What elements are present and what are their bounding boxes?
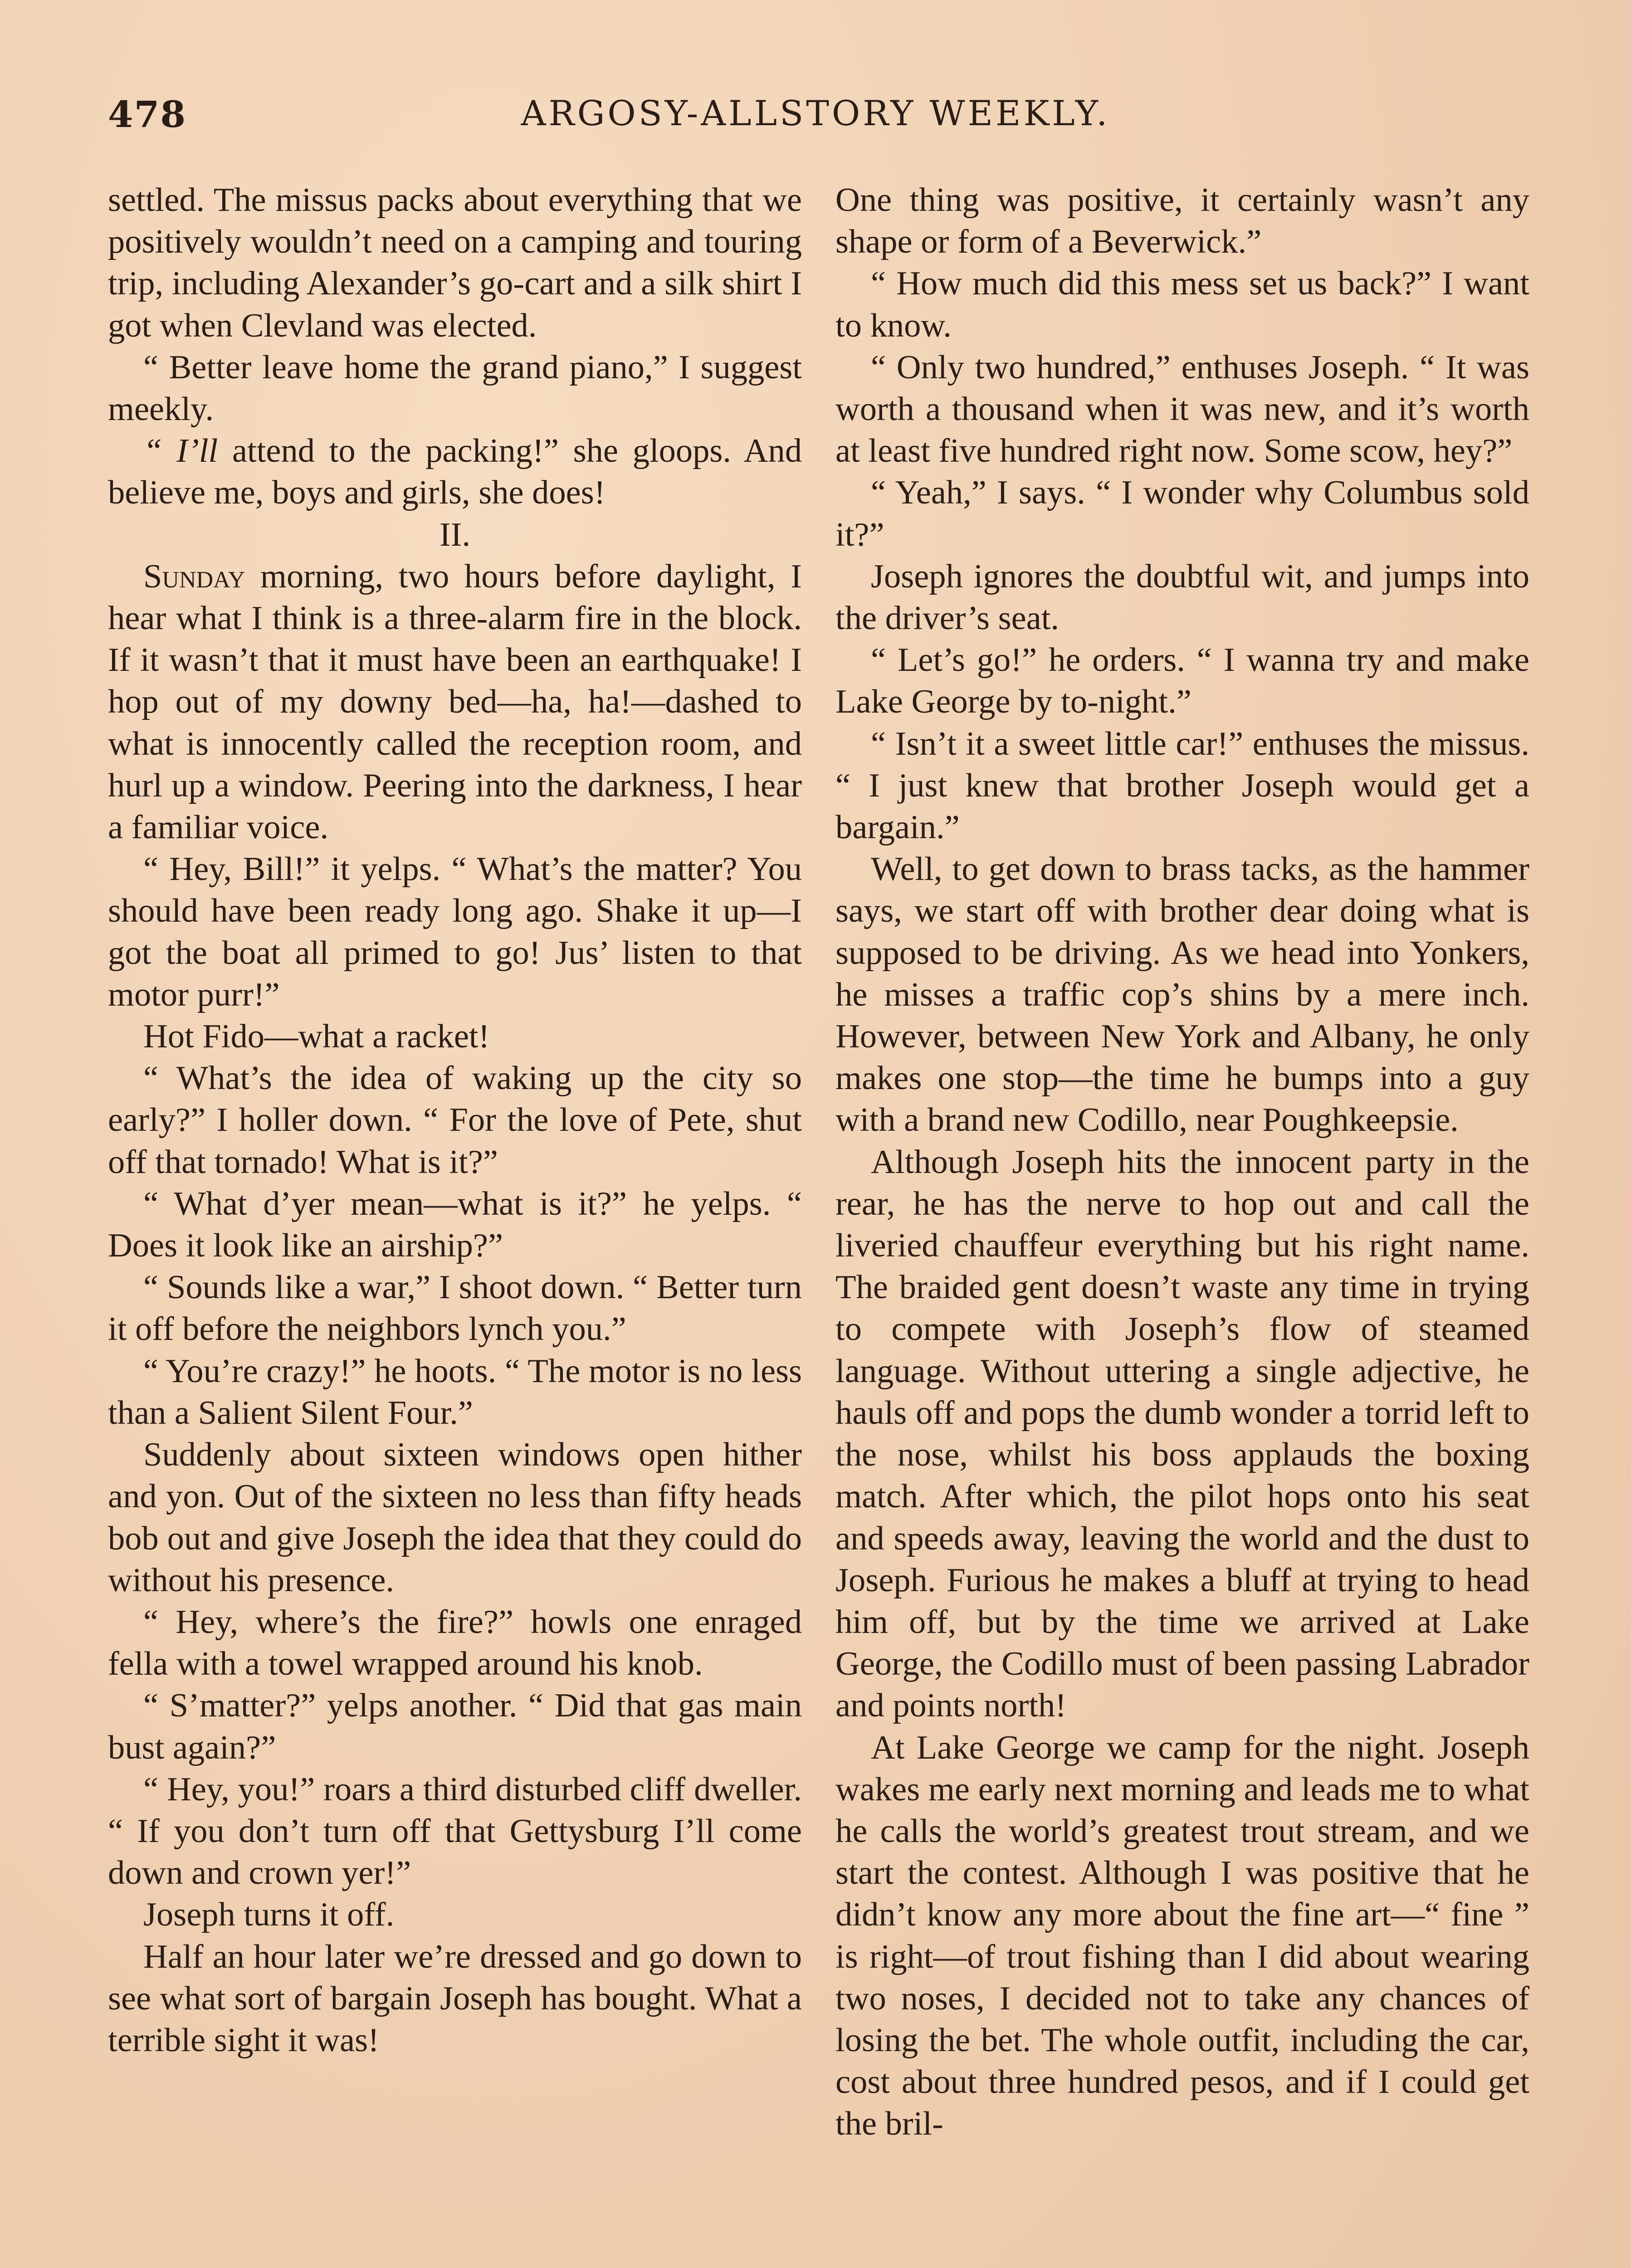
paragraph: Joseph ignores the doubtful wit, and jumps into the driver’s seat. bbox=[835, 557, 1529, 637]
right-column bbox=[835, 179, 1529, 2145]
paragraph: “ Better leave home the grand piano,” I suggest meekly. bbox=[108, 348, 802, 428]
paragraph: “ Sounds like a war,” I shoot down. “ Better turn it off before the neighbors lynch you.” bbox=[108, 1269, 802, 1348]
paragraph: “ Hey, Bill!” it yelps. “ What’s the matter? You should have been ready long ago. Shake it up—I got the boat all primed to go! Jus’ listen to that motor purr!” bbox=[108, 850, 802, 1013]
paragraph: “ Yeah,” I says. “ I wonder why Columbus sold it?” bbox=[835, 474, 1529, 553]
paragraph: “ Let’s go!” he orders. “ I wanna try and make Lake George by to-night.” bbox=[835, 641, 1529, 721]
paragraph: “ Isn’t it a sweet little car!” enthuses the missus. “ I just knew that brother Joseph would get a bargain.” bbox=[835, 725, 1529, 846]
paragraph: Hot Fido—what a racket! bbox=[143, 1018, 490, 1056]
paragraph: Joseph turns it off. bbox=[143, 1896, 395, 1934]
left-column bbox=[108, 179, 802, 2061]
page-header bbox=[108, 93, 1523, 143]
paragraph: Suddenly about sixteen windows open hither and yon. Out of the sixteen no less than fifty heads bob out and give Joseph the idea that they could do without his presence. bbox=[108, 1436, 802, 1599]
section-number: II. bbox=[439, 516, 471, 553]
page-number: 478 bbox=[108, 93, 186, 136]
emphasis: “ I’ll bbox=[143, 432, 218, 470]
paragraph: Half an hour later we’re dressed and go down to see what sort of bargain Joseph has bought. What a terrible sight it was! bbox=[108, 1938, 802, 2059]
paragraph: “ What’s the idea of waking up the city so early?” I holler down. “ For the love of Pete, shut off that tornado! What is it?” bbox=[108, 1060, 802, 1181]
paragraph: “ You’re crazy!” he hoots. “ The motor is no less than a Salient Silent Four.” bbox=[108, 1352, 802, 1432]
paragraph bbox=[108, 556, 802, 848]
running-title: ARGOSY-ALLSTORY WEEKLY. bbox=[521, 93, 1110, 133]
paragraph: Although Joseph hits the innocent party in the rear, he has the nerve to hop out and call the liveried chauffeur everything but his right name. The braided gent doesn’t waste any time in trying to compete with Joseph’s flow of steamed language. Without uttering a single adjective, he hauls off and pops the dumb wonder a torrid left to the nose, whilst his boss applauds the boxing match. After which, the pilot hops onto his seat and speeds away, leaving the world and the dust to Joseph. Furious he makes a bluff at trying to head him off, but by the time we arrived at Lake George, the Codillo must of been passing Labrador and points north! bbox=[835, 1143, 1529, 1725]
paragraph bbox=[108, 430, 802, 513]
paragraph: “ Hey, where’s the fire?” howls one enraged fella with a towel wrapped around his knob. bbox=[108, 1603, 802, 1683]
paragraph-text: attend to the packing!” she gloops. And believe me, boys and girls, she does! bbox=[108, 432, 802, 512]
paragraph: At Lake George we camp for the night. Joseph wakes me early next morning and leads me to what he calls the world’s greatest trout stream, and we start the contest. Although I was positive that he didn’t know any more about the fine art—“ fine ” is right—of trout fishing than I did about wearing two noses, I decided not to take any chances of losing the bet. The whole outfit, including the car, cost about three hundred pesos, and if I could get the bril- bbox=[835, 1729, 1529, 2143]
paragraph: “ Hey, you!” roars a third disturbed cliff dweller. “ If you don’t turn off that Gettysburg I’ll come down and crown yer!” bbox=[108, 1770, 802, 1892]
paragraph: “ Only two hundred,” enthuses Joseph. “ It was worth a thousand when it was new, and it’s worth at least five hundred right now. Some scow, hey?” bbox=[835, 348, 1529, 470]
paragraph-text: morning, two hours before daylight, I hear what I think is a three-alarm fire in the block. If it wasn’t that it must have been an earthquake! I hop out of my downy bed—ha, ha!—dashed to what is innocently called the reception room, and hurl up a window. Peering into the darkness, I hear a familiar voice. bbox=[108, 557, 802, 846]
paragraph: Well, to get down to brass tacks, as the hammer says, we start off with brother dear doing what is supposed to be driving. As we head into Yonkers, he misses a traffic cop’s shins by a mere inch. However, between New York and Albany, he only makes one stop—the time he bumps into a guy with a brand new Codillo, near Poughkeepsie. bbox=[835, 850, 1529, 1139]
paragraph: settled. The missus packs about everything that we positively wouldn’t need on a camping and touring trip, including Alexander’s go-cart and a silk shirt I got when Clevland was elected. bbox=[108, 181, 802, 344]
smallcaps-lead: Sunday bbox=[143, 557, 245, 595]
paragraph: One thing was positive, it certainly wasn’t any shape or form of a Beverwick.” bbox=[835, 181, 1529, 261]
paragraph: “ What d’yer mean—what is it?” he yelps. “ Does it look like an airship?” bbox=[108, 1185, 802, 1265]
paragraph: “ How much did this mess set us back?” I want to know. bbox=[835, 265, 1529, 344]
paragraph: “ S’matter?” yelps another. “ Did that gas main bust again?” bbox=[108, 1687, 802, 1766]
